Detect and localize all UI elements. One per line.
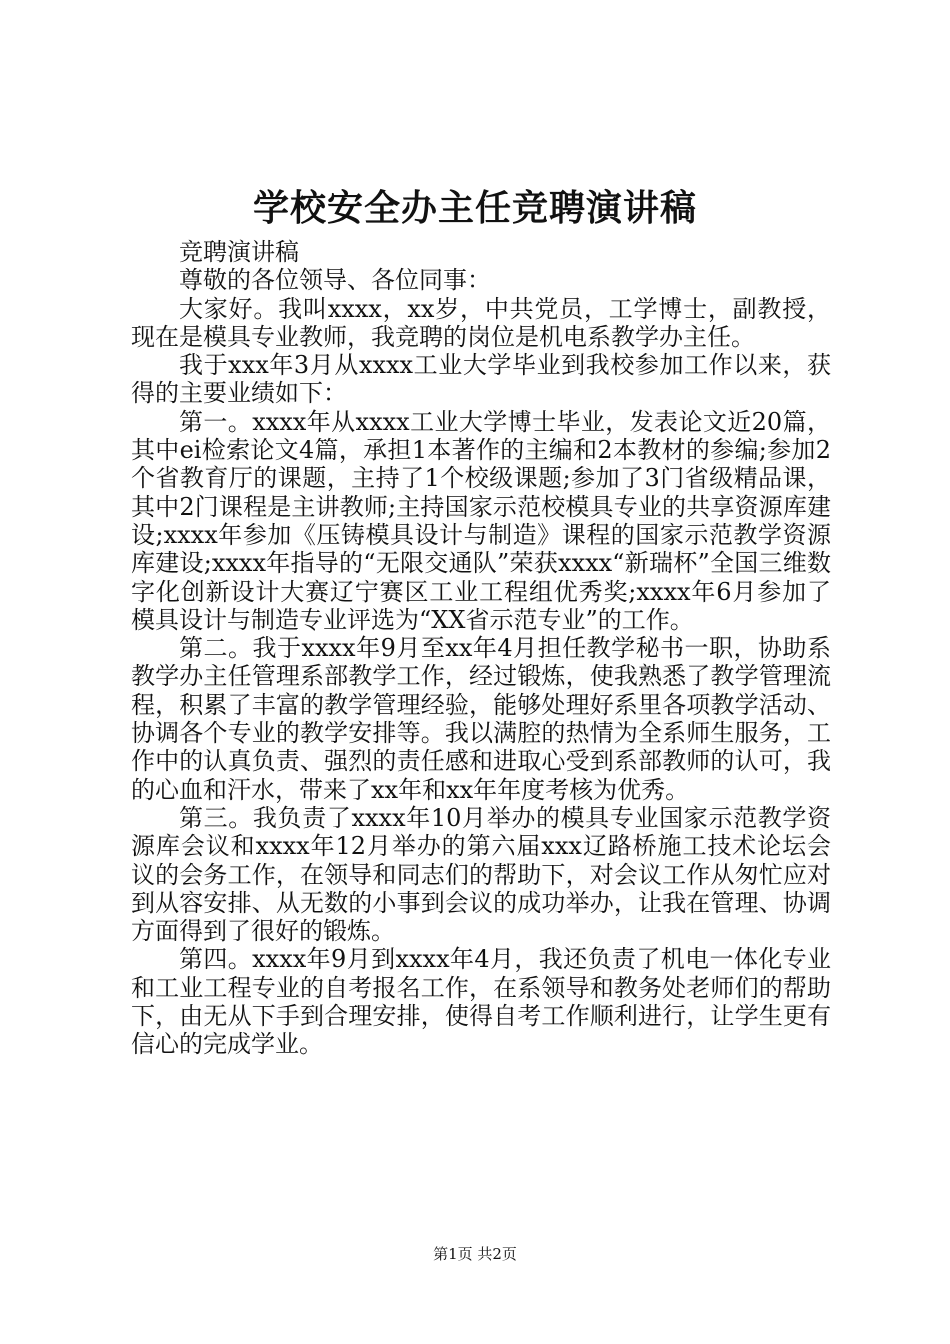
paragraph-introduction: 大家好。我叫xxxx，xx岁，中共党员，工学博士，副教授，现在是模具专业教师，我竞聘的岗位是机电系教学办主任。 (131, 294, 831, 351)
paragraph-first: 第一。xxxx年从xxxx工业大学博士毕业，发表论文近20篇，其中ei检索论文4篇，承担1本著作的主编和2本教材的参编;参加2个省教育厅的课题，主持了1个校级课题;参加了3门省级精品课，其中2门课程是主讲教师;主持国家示范校模具专业的共享资源库建设;xxxx年参加《压铸模具设计与制造》课程的国家示范教学资源库建设;xxxx年指导的“无限交通队”荣获xxxx“新瑞杯”全国三维数字化创新设计大赛辽宁赛区工业工程组优秀奖;xxxx年6月参加了模具设计与制造专业评选为“XX省示范专业”的工作。 (131, 407, 831, 634)
paragraph-fourth: 第四。xxxx年9月到xxxx年4月，我还负责了机电一体化专业和工业工程专业的自考报名工作，在系领导和教务处老师们的帮助下，由无从下手到合理安排，使得自考工作顺利进行，让学生更有信心的完成学业。 (131, 945, 831, 1059)
paragraph-heading: 竞聘演讲稿 (179, 238, 299, 266)
paragraph-salutation: 尊敬的各位领导、各位同事： (179, 266, 491, 295)
paragraph-achievements-intro: 我于xxx年3月从xxxx工业大学毕业到我校参加工作以来，获得的主要业绩如下： (131, 351, 831, 408)
paragraph-second: 第二。我于xxxx年9月至xx年4月担任教学秘书一职，协助系教学办主任管理系部教学工作，经过锻炼，使我熟悉了教学管理流程，积累了丰富的教学管理经验，能够处理好系里各项教学活动、协调各个专业的教学安排等。我以满腔的热情为全系师生服务，工作中的认真负责、强烈的责任感和进取心受到系部教师的认可，我的心血和汗水，带来了xx年和xx年年度考核为优秀。 (131, 634, 831, 804)
document-title: 学校安全办主任竞聘演讲稿 (252, 187, 697, 229)
paragraph-third: 第三。我负责了xxxx年10月举办的模具专业国家示范教学资源库会议和xxxx年12月举办的第六届xxx辽路桥施工技术论坛会议的会务工作，在领导和同志们的帮助下，对会议工作从匆忙应对到从容安排、从无数的小事到会议的成功举办，让我在管理、协调方面得到了很好的锻炼。 (131, 803, 831, 946)
document-body (131, 238, 831, 1059)
page-footer: 第1页 共2页 (433, 1245, 517, 1263)
